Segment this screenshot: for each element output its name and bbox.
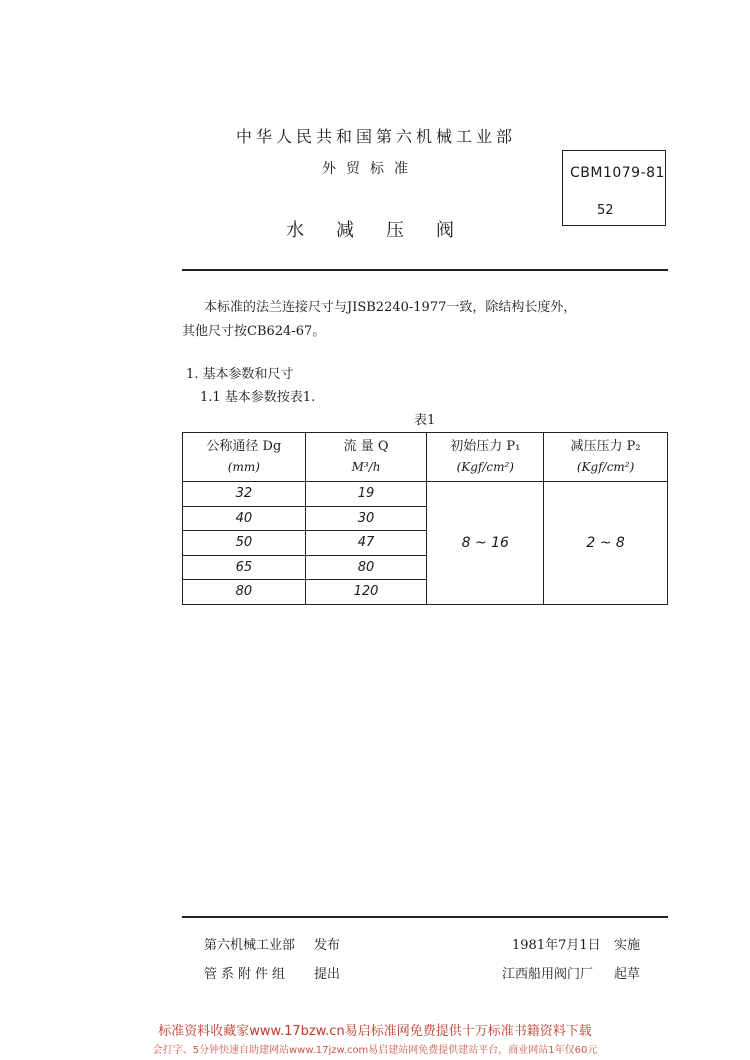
cell-dg: 50 — [183, 531, 306, 556]
drafted-label: 起草 — [614, 967, 641, 982]
cell-q: 30 — [305, 506, 427, 531]
header-unit: M³/h — [351, 460, 381, 474]
header-unit: (mm) — [227, 460, 260, 474]
cell-dg: 40 — [183, 506, 306, 531]
header-label: 初始压力 P₁ — [450, 439, 521, 454]
intro-paragraph — [182, 296, 668, 344]
standard-code: CBM1079-81 — [570, 165, 665, 181]
table-title: 表1 — [414, 413, 436, 428]
effective-label: 实施 — [614, 938, 641, 953]
header-organization: 中华人民共和国第六机械工业部 — [236, 127, 517, 146]
header-label: 减压压力 P₂ — [570, 439, 641, 454]
issued-label: 发布 — [314, 938, 341, 953]
intro-line-2: 其他尺寸按CB624-67。 — [182, 324, 326, 339]
header-nominal-diameter — [183, 433, 306, 482]
proposing-group: 管系附件组 — [204, 967, 290, 982]
watermark-line-2: 会打字、5分钟快速自助建网站www.17jzw.com易启建站网免费提供建站平台，商业网站1年仅60元 — [152, 1045, 598, 1056]
cell-p1: 8 ~ 16 — [427, 482, 544, 605]
cell-dg: 65 — [183, 555, 306, 580]
page-number: 52 — [597, 203, 614, 218]
cell-dg: 80 — [183, 580, 306, 605]
proposed-label: 提出 — [314, 967, 341, 982]
header-inlet-pressure — [427, 433, 544, 482]
footer-divider — [182, 916, 668, 918]
cell-q: 80 — [305, 555, 427, 580]
intro-line-1: 本标准的法兰连接尺寸与JISB2240-1977一致，除结构长度外， — [204, 300, 577, 315]
table-row — [183, 482, 668, 507]
header-label: 流 量 Q — [343, 439, 389, 454]
parameter-table — [182, 432, 668, 605]
watermark-line-1: 标准资料收藏家www.17bzw.cn易启标准网免费提供十万标准书籍资料下载 — [158, 1024, 592, 1039]
drafting-unit: 江西船用阀门厂 — [502, 967, 594, 982]
header-unit: (Kgf/cm²) — [576, 460, 635, 474]
cell-dg: 32 — [183, 482, 306, 507]
effective-date: 1981年7月1日 — [512, 938, 601, 953]
header-reduced-pressure — [544, 433, 668, 482]
cell-q: 19 — [305, 482, 427, 507]
header-label: 公称通径 Dg — [206, 439, 282, 454]
header-divider — [182, 269, 668, 271]
document-title: 水减压阀 — [286, 220, 486, 241]
standard-number-box — [562, 150, 666, 226]
table-header-row — [183, 433, 668, 482]
header-flow — [305, 433, 427, 482]
header-unit: (Kgf/cm²) — [456, 460, 514, 474]
cell-p2: 2 ~ 8 — [544, 482, 668, 605]
cell-q: 120 — [305, 580, 427, 605]
cell-q: 47 — [305, 531, 427, 556]
issuing-organization: 第六机械工业部 — [204, 938, 296, 953]
section-heading-1-1: 1.1 基本参数按表1. — [200, 390, 316, 405]
section-heading-1: 1. 基本参数和尺寸 — [186, 367, 294, 382]
header-standard-type: 外贸标准 — [322, 161, 418, 177]
